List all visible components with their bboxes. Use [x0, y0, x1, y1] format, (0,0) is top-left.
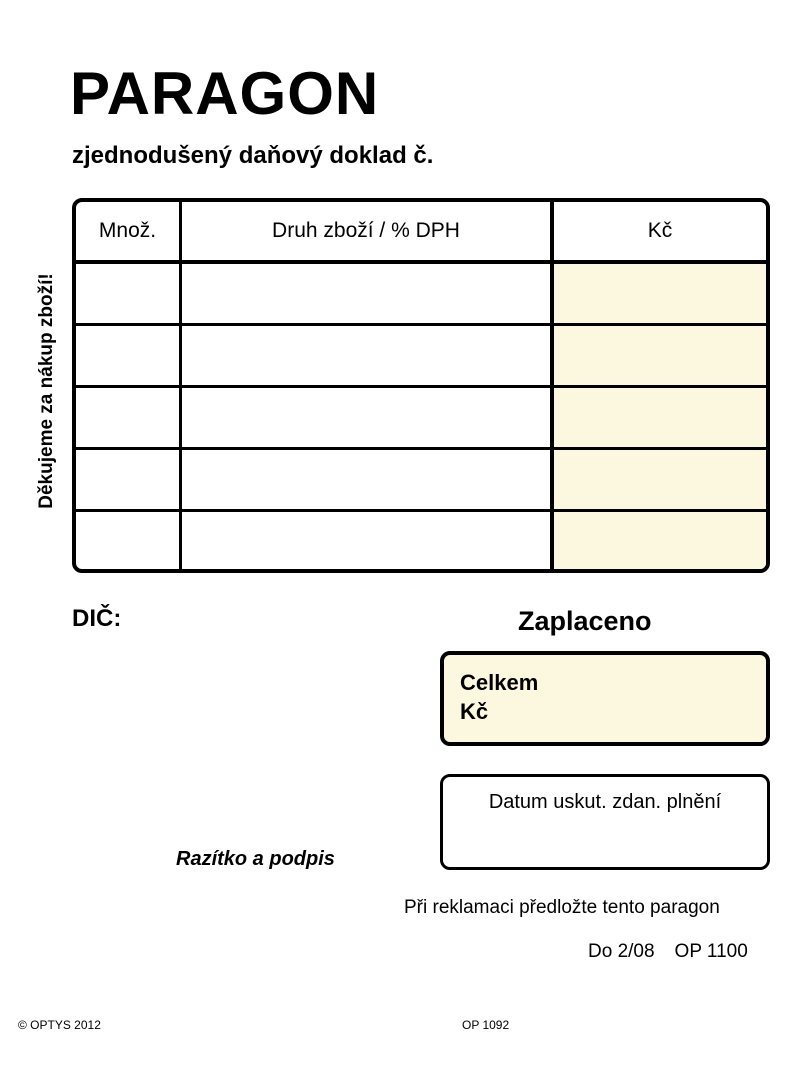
table-row[interactable]: [76, 512, 766, 573]
claim-note: Při reklamaci předložte tento paragon: [404, 897, 720, 918]
table-row[interactable]: [76, 326, 766, 388]
column-header-description: Druh zboží / % DPH: [182, 202, 554, 260]
column-header-quantity: Množ.: [76, 202, 182, 260]
column-header-amount: Kč: [554, 202, 766, 260]
cell-quantity[interactable]: [76, 450, 182, 509]
page-title: PARAGON: [70, 60, 380, 127]
cell-description[interactable]: [182, 512, 554, 573]
form-code-line: [588, 941, 748, 963]
table-row[interactable]: [76, 264, 766, 326]
cell-quantity[interactable]: [76, 326, 182, 385]
cell-quantity[interactable]: [76, 388, 182, 447]
total-label-line1: Celkem: [460, 670, 539, 695]
items-table: [72, 198, 770, 573]
paid-label: Zaplaceno: [518, 606, 652, 636]
dic-label: DIČ:: [72, 605, 122, 632]
total-label-line2: Kč: [460, 699, 489, 724]
copyright-text: © OPTYS 2012: [18, 1018, 101, 1032]
form-code-left: Do 2/08: [588, 941, 655, 962]
page-subtitle: zjednodušený daňový doklad č.: [72, 142, 434, 169]
cell-amount[interactable]: [554, 388, 766, 447]
cell-quantity[interactable]: [76, 512, 182, 573]
cell-quantity[interactable]: [76, 264, 182, 323]
cell-amount[interactable]: [554, 326, 766, 385]
form-code-right: OP 1100: [674, 941, 748, 962]
cell-amount[interactable]: [554, 512, 766, 573]
cell-description[interactable]: [182, 450, 554, 509]
taxable-date-box[interactable]: [440, 774, 770, 870]
total-box[interactable]: [440, 651, 770, 746]
thank-you-side-note: Děkujeme za nákup zboží!: [36, 273, 57, 509]
cell-description[interactable]: [182, 326, 554, 385]
cell-description[interactable]: [182, 388, 554, 447]
cell-amount[interactable]: [554, 450, 766, 509]
taxable-date-label: Datum uskut. zdan. plnění: [488, 791, 722, 813]
table-header-row: [76, 202, 766, 264]
product-code-text: OP 1092: [462, 1018, 510, 1032]
table-row[interactable]: [76, 388, 766, 450]
cell-amount[interactable]: [554, 264, 766, 323]
signature-label: Razítko a podpis: [176, 848, 335, 870]
cell-description[interactable]: [182, 264, 554, 323]
table-row[interactable]: [76, 450, 766, 512]
